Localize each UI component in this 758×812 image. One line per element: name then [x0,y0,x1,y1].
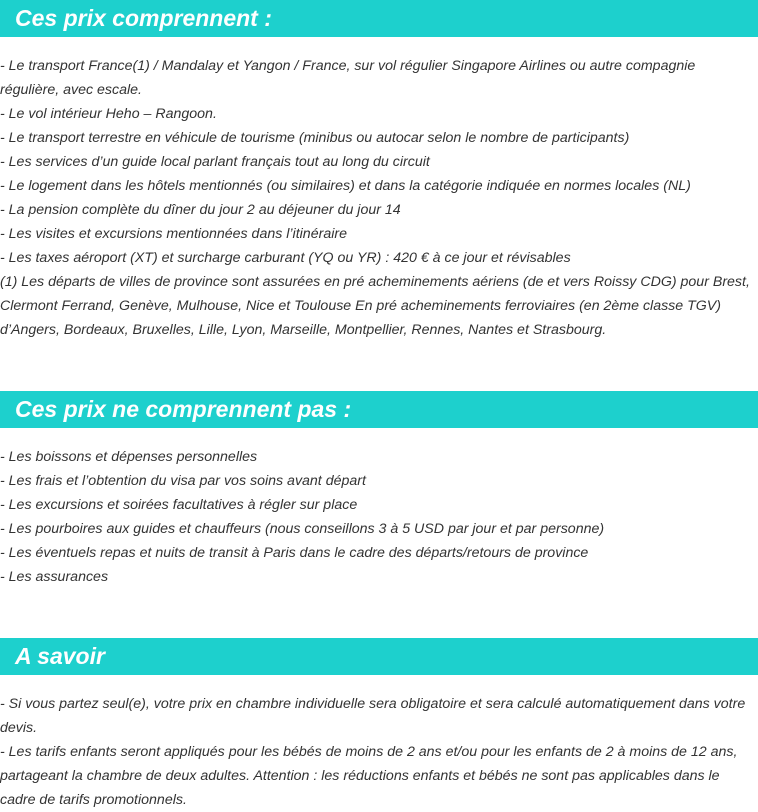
list-item: - La pension complète du dîner du jour 2 au déjeuner du jour 14 [0,202,401,218]
list-item: - Les taxes aéroport (XT) et surcharge carburant (YQ ou YR) : 420 € à ce jour et révisables [0,250,571,266]
section-header-good-to-know: A savoir [0,638,758,675]
list-item: - Les frais et l’obtention du visa par vos soins avant départ [0,473,366,489]
list-item: - Le transport France(1) / Mandalay et Yangon / France, sur vol régulier Singapore Airlines ou autre compagnie régulière, avec escale. [0,58,696,98]
section-header-included: Ces prix comprennent : [0,0,758,37]
not-included-list [0,445,758,589]
list-item: - Les services d’un guide local parlant français tout au long du circuit [0,154,430,170]
list-item: - Le transport terrestre en véhicule de tourisme (minibus ou autocar selon le nombre de participants) [0,130,630,146]
footnote: (1) Les départs de villes de province sont assurées en pré acheminements aériens (de et vers Roissy CDG) pour Brest, Clermont Ferrand, Genève, Mulhouse, Nice et Toulouse En pré acheminements ferroviaires (en 2ème classe TGV) d’Angers, Bordeaux, Bruxelles, Lille, Lyon, Marseille, Montpellier, Rennes, Nantes et Strasbourg. [0,274,750,338]
good-to-know-list [0,692,758,812]
section-header-not-included: Ces prix ne comprennent pas : [0,391,758,428]
list-item: - Le vol intérieur Heho – Rangoon. [0,106,217,122]
list-item: - Le logement dans les hôtels mentionnés (ou similaires) et dans la catégorie indiquée en normes locales (NL) [0,178,691,194]
list-item: - Les pourboires aux guides et chauffeurs (nous conseillons 3 à 5 USD par jour et par personne) [0,521,605,537]
list-item: - Les visites et excursions mentionnées dans l’itinéraire [0,226,347,242]
list-item: - Les éventuels repas et nuits de transit à Paris dans le cadre des départs/retours de province [0,545,589,561]
list-item: - Si vous partez seul(e), votre prix en chambre individuelle sera obligatoire et sera calculé automatiquement dans votre devis. [0,696,746,736]
list-item: - Les assurances [0,569,109,585]
list-item: - Les excursions et soirées facultatives à régler sur place [0,497,358,513]
list-item: - Les boissons et dépenses personnelles [0,449,258,465]
list-item: - Les tarifs enfants seront appliqués pour les bébés de moins de 2 ans et/ou pour les enfants de 2 à moins de 12 ans, partageant la chambre de deux adultes. Attention : les réductions enfants et bébés ne sont pas applicables dans le cadre de tarifs promotionnels. [0,744,738,808]
included-list [0,54,758,342]
